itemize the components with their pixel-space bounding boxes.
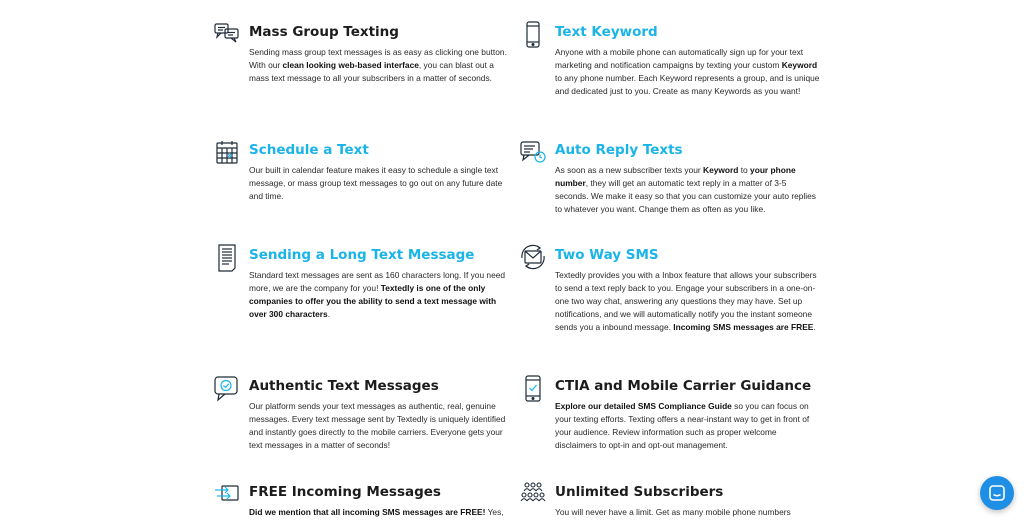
phone-check-icon [520, 375, 546, 403]
feature-description [555, 164, 820, 216]
feature-ctia-guidance [555, 378, 820, 452]
chat-bubbles-icon [214, 21, 240, 49]
description-text: Yes, [485, 507, 504, 517]
description-emphasis: Explore our detailed SMS Compliance Guide [555, 401, 732, 411]
calendar-icon [214, 139, 240, 167]
feature-description [249, 506, 514, 519]
description-text: to [738, 165, 751, 175]
description-text: Textedly provides you with a Inbox feature that allows your subscribers to send a text reply back to you. Engage your subscribers in a one-on-one two way chat, answering any questions they may have. Set up notifications, and we will automatically notify you the instant someone sends you a inbound message. [555, 270, 817, 332]
feature-description [555, 400, 820, 452]
description-text: to any phone number. Each Keyword represents a group, and is unique and dedicated just to you. Create as many Keywords as you want! [555, 73, 820, 96]
description-text: . [813, 322, 816, 332]
people-group-icon [520, 481, 546, 509]
description-text: Sending mass group text messages is as easy as clicking one button. With our [249, 47, 507, 70]
chat-launcher-button[interactable] [980, 476, 1014, 510]
incoming-arrows-icon [214, 481, 240, 509]
feature-text-keyword [555, 24, 820, 98]
description-text: Our platform sends your text messages as authentic, real, genuine messages. Every text message sent by Textedly is uniquely identified and instantly goes directly to the mobile carriers. Everyone gets your text messages in a matter of seconds! [249, 401, 506, 450]
feature-title: Sending a Long Text Message [249, 247, 475, 263]
long-document-icon [214, 244, 240, 272]
feature-auto-reply-texts [555, 142, 820, 216]
checkmark-bubble-icon [214, 375, 240, 403]
description-text: , they will get an automatic text reply in a matter of 3-5 seconds. We make it easy so that you can customize your auto replies to whatever you want. Change them as often as you like. [555, 178, 816, 214]
feature-title: Two Way SMS [555, 247, 659, 263]
mobile-phone-icon [520, 21, 546, 49]
feature-mass-group-texting [249, 24, 514, 85]
feature-description [249, 269, 514, 321]
feature-title: Authentic Text Messages [249, 378, 439, 394]
description-emphasis: Textedly is one of the only companies to offer you the ability to send a text message with over 300 characters [249, 283, 497, 319]
description-text: You will never have a limit. Get as many mobile phone numbers [555, 507, 791, 517]
feature-authentic-text-messages [249, 378, 514, 452]
description-emphasis: Incoming SMS messages are FREE [673, 322, 814, 332]
feature-schedule-a-text [249, 142, 514, 203]
description-emphasis: clean looking web-based interface [282, 60, 419, 70]
chat-launcher-icon [988, 484, 1006, 502]
description-text: Standard text messages are sent as 160 characters long. If you need more, we are the company for you! [249, 270, 506, 293]
feature-description [555, 269, 820, 334]
description-text: As soon as a new subscriber texts your [555, 165, 704, 175]
description-text: Our built in calendar feature makes it easy to schedule a single text message, or mass group text messages to go out on any future date and time. [249, 165, 503, 201]
feature-free-incoming-messages [249, 484, 514, 519]
feature-sending-long-text [249, 247, 514, 321]
feature-description [249, 46, 514, 85]
description-emphasis: Did we mention that all incoming SMS messages are FREE! [249, 507, 486, 517]
two-way-envelope-icon [520, 244, 546, 272]
feature-description [249, 164, 514, 203]
feature-description [249, 400, 514, 452]
description-text: . [327, 309, 331, 319]
feature-title: Unlimited Subscribers [555, 484, 724, 500]
feature-unlimited-subscribers [555, 484, 820, 519]
feature-two-way-sms [555, 247, 820, 334]
feature-title: FREE Incoming Messages [249, 484, 441, 500]
description-text: , you can blast out a mass text message to all your subscribers in a matter of seconds. [249, 60, 494, 83]
feature-description [555, 506, 820, 519]
description-emphasis: Keyword [703, 165, 739, 175]
auto-reply-icon [520, 139, 546, 167]
feature-title: Schedule a Text [249, 142, 369, 158]
description-emphasis: your phone number [555, 165, 796, 188]
description-text: Anyone with a mobile phone can automatically sign up for your text marketing and notification campaigns by texting your custom [555, 47, 804, 70]
feature-title: CTIA and Mobile Carrier Guidance [555, 378, 812, 394]
description-emphasis: Keyword [781, 60, 818, 70]
description-text: so you can focus on your texting efforts. Texting offers a near-instant way to get in front of your audience. Review information such as proper welcome disclaimers to opt-in and opt-out management. [555, 401, 810, 450]
feature-title: Text Keyword [555, 24, 658, 40]
feature-description [555, 46, 820, 98]
feature-title: Mass Group Texting [249, 24, 399, 40]
feature-title: Auto Reply Texts [555, 142, 683, 158]
